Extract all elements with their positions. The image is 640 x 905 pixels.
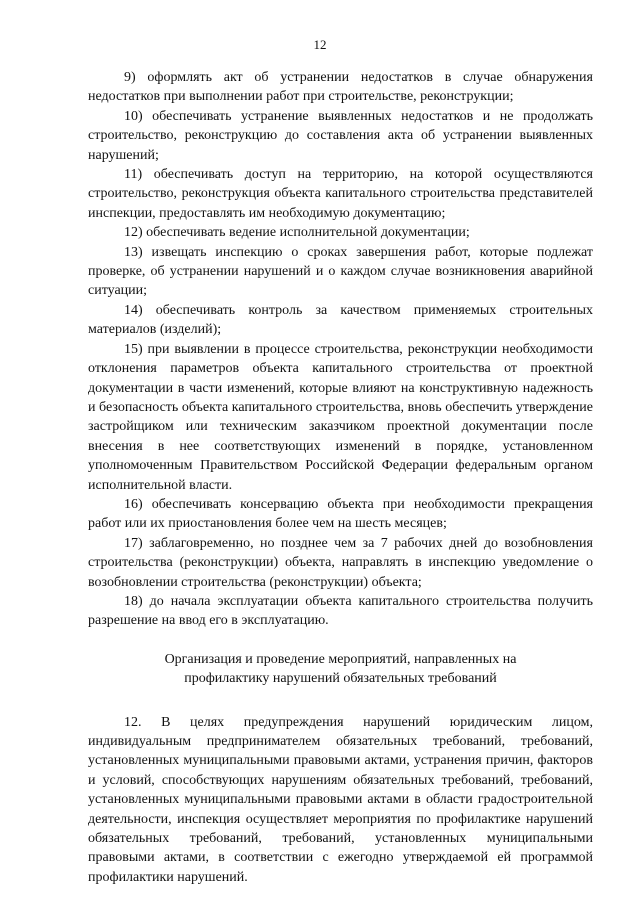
list-item-9: 9) оформлять акт об устранении недостатков в случае обнаружения недостатков при выполнении работ при строительстве, реконструкции; [88,70,593,105]
list-item-13: 13) извещать инспекцию о сроках завершения работ, которые подлежат проверке, об устранении нарушений и о каждом случае возникновения аварийной ситуации; [88,244,593,299]
list-item-18: 18) до начала эксплуатации объекта капитального строительства получить разрешение на ввод его в эксплуатацию. [88,593,593,629]
section-paragraph-12: 12. В целях предупреждения нарушений юридическим лицом, индивидуальным предпринимателем обязательных требований, требований, установленных муниципальными правовыми актами, устранения причин, факторов и условий, способствующих нарушениям обязательных требований, требований, установленных муниципальными правовыми актами в области градостроительной деятельности, инспекция осуществляет мероприятия по профилактике нарушений обязательных требований, требований, установленных муниципальными правовыми актами, в соответствии с ежегодно утверждаемой ей программой профилактики нарушений. [88,714,593,885]
page-number: 12 [313,37,327,52]
list-item-15: 15) при выявлении в процессе строительства, реконструкции необходимости отклонения параметров объекта капитального строительства от проектной документации в части изменений, которые влияют на конструктивную надежность и безопасность объекта капитального строительства, вновь обеспечить утверждение застройщиком или техническим заказчиком проектной документации после внесения в нее соответствующих изменений в порядке, установленном уполномоченным Правительством Российской Федерации федеральным органом исполнительной власти. [88,341,593,493]
list-item-12: 12) обеспечивать ведение исполнительной документации; [124,225,470,241]
section-heading [88,650,593,689]
list-item-17: 17) заблаговременно, но позднее чем за 7 рабочих дней до возобновления строительства (реконструкции) объекта, направлять в инспекцию уведомление о возобновлении строительства (реконструкции) объекта; [88,535,593,590]
list-item-11: 11) обеспечивать доступ на территорию, на которой осуществляются строительство, реконструкция объекта капитального строительства представителей инспекции, предоставлять им необходимую документацию; [88,167,593,221]
list-item-14: 14) обеспечивать контроль за качеством применяемых строительных материалов (изделий); [88,302,593,338]
document-body [88,68,593,887]
section-heading-line-2: профилактику нарушений обязательных требований [184,671,497,687]
list-item-16: 16) обеспечивать консервацию объекта при необходимости прекращения работ или их приостановления более чем на шесть месяцев; [88,496,593,532]
section-heading-line-1: Организация и проведение мероприятий, направленных на [164,651,517,667]
list-item-10: 10) обеспечивать устранение выявленных недостатков и не продолжать строительство, реконструкцию до составления акта об устранении выявленных нарушений; [88,108,593,163]
